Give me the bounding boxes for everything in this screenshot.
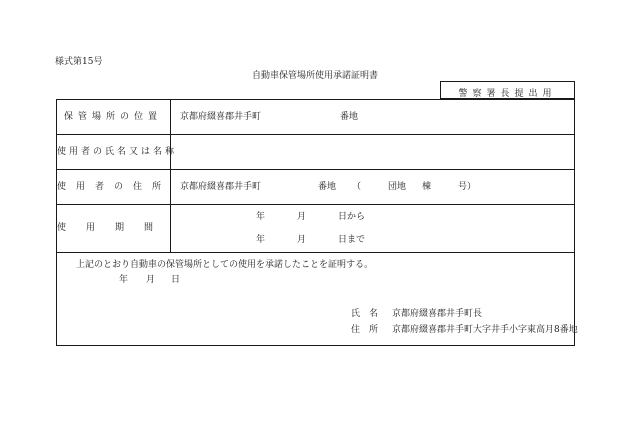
user-address-label: 使用者の住所 xyxy=(57,182,172,192)
row-divider xyxy=(56,252,575,253)
date-year: 年 xyxy=(119,275,129,285)
date-month: 月 xyxy=(146,275,156,285)
police-submission-box xyxy=(440,81,575,99)
user-address-danchi: 団地 xyxy=(388,182,407,192)
period-from-day: 日から xyxy=(338,212,366,222)
period-from-month: 月 xyxy=(297,212,307,222)
location-banchi: 番地 xyxy=(340,112,359,122)
police-submission-label: 警察署長提出用 xyxy=(458,89,557,99)
signature-name-value: 京都府綴喜郡井手町長 xyxy=(392,309,483,319)
user-name-label: 使用者の氏名又は名称 xyxy=(57,147,178,157)
period-from-year: 年 xyxy=(256,212,266,222)
period-until-month: 月 xyxy=(297,235,307,245)
signature-address-value: 京都府綴喜郡井手町大字井手小字東高月8番地 xyxy=(392,325,578,335)
document-title: 自動車保管場所使用承諾証明書 xyxy=(251,71,378,81)
row-divider xyxy=(56,204,575,205)
date-day: 日 xyxy=(171,275,181,285)
signature-name-label: 氏 名 xyxy=(351,309,379,319)
user-address-banchi: 番地 xyxy=(318,182,337,192)
user-address-go: 号） xyxy=(458,182,477,192)
location-label: 保管場所の位置 xyxy=(63,112,162,122)
period-label: 使用期間 xyxy=(57,223,174,233)
row-divider xyxy=(56,134,575,135)
certification-statement: 上記のとおり自動車の保管場所としての使用を承諾したことを証明する。 xyxy=(76,260,374,270)
signature-address-label: 住 所 xyxy=(351,325,379,335)
user-address-mune: 棟 xyxy=(422,182,432,192)
row-divider xyxy=(56,169,575,170)
period-until-year: 年 xyxy=(256,235,266,245)
period-until-day: 日まで xyxy=(338,235,366,245)
location-prefix: 京都府綴喜郡井手町 xyxy=(180,112,262,122)
user-address-prefix: 京都府綴喜郡井手町 xyxy=(180,182,262,192)
user-address-open-paren: （ xyxy=(352,182,362,192)
form-number: 様式第15号 xyxy=(55,57,103,67)
